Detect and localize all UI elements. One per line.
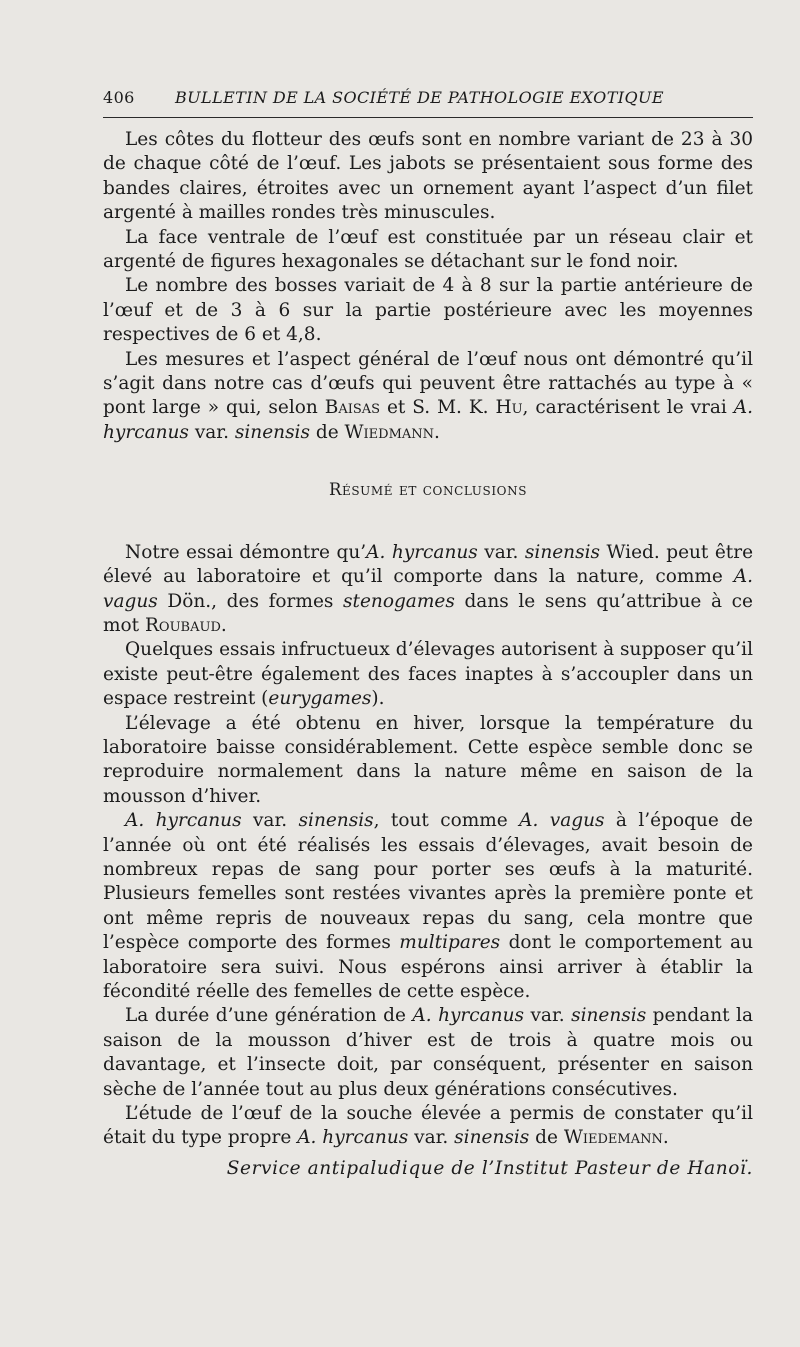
text-run: Dön., des formes bbox=[157, 590, 344, 612]
text-run: . bbox=[434, 421, 440, 443]
paragraph: Le nombre des bosses variait de 4 à 8 sur la partie antérieure de l’œuf et de 3 à 6 sur la partie postérieure avec les moyennes respectives de 6 et 4,8. bbox=[103, 275, 753, 346]
species-name: A. hyrcanus bbox=[366, 541, 478, 563]
text-run: . bbox=[220, 614, 227, 636]
text-run: var. bbox=[524, 1005, 572, 1027]
paragraph bbox=[103, 541, 753, 639]
paragraph bbox=[103, 348, 753, 446]
paragraph bbox=[103, 809, 753, 1004]
text-run: Wied. peut être élevé au laboratoire et qu’il comporte dans la nature, comme bbox=[103, 541, 754, 588]
species-name: A. hyrcanus bbox=[103, 397, 753, 443]
text-run: var. bbox=[477, 541, 525, 563]
paragraph: Les côtes du flotteur des œufs sont en nombre variant de 23 à 30 de chaque côté de l’œuf. Les jabots se présentaient sous forme des bandes claires, étroites avec un ornement ayant l’aspect d’un filet argenté à mailles rondes très minuscules. bbox=[103, 129, 753, 224]
paragraph: La face ventrale de l’œuf est constituée par un réseau clair et argenté de figures hexagonales se détachant sur le fond noir. bbox=[103, 226, 753, 273]
text-run: . bbox=[662, 1127, 669, 1149]
paragraph bbox=[103, 1004, 753, 1102]
text-run: L’étude de l’œuf de la souche élevée a permis de constater qu’il était du type propre bbox=[103, 1103, 753, 1149]
author-name: Hu bbox=[495, 397, 523, 419]
article-body bbox=[103, 128, 753, 1181]
species-name: sinensis bbox=[524, 541, 600, 563]
text-run: de bbox=[529, 1127, 564, 1149]
text-run: , tout comme bbox=[373, 810, 520, 832]
text-run: La durée d’une génération de bbox=[125, 1005, 413, 1027]
text-run: var. bbox=[188, 421, 235, 443]
text-run: Notre essai démontre qu’ bbox=[125, 541, 367, 563]
header-rule bbox=[103, 117, 753, 118]
text-run: Quelques essais infructueux d’élevages autorisent à supposer qu’il existe peut-être également des faces inaptes à s’accoupler dans un espace restreint ( bbox=[103, 639, 753, 710]
text-run: var. bbox=[408, 1127, 455, 1149]
species-name: A. vagus bbox=[519, 810, 605, 832]
author-name: Wiedmann bbox=[344, 421, 435, 443]
author-name: Wiedemann bbox=[563, 1127, 663, 1149]
affiliation-signature: Service antipaludique de l’Institut Pasteur de Hanoï. bbox=[226, 1157, 753, 1179]
text-run: var. bbox=[241, 810, 299, 832]
paragraph bbox=[103, 638, 753, 711]
text-run: ). bbox=[371, 688, 385, 710]
heading-initial: R bbox=[328, 480, 342, 500]
term: stenogames bbox=[343, 590, 455, 612]
author-name: Roubaud bbox=[145, 614, 221, 636]
term: eurygames bbox=[268, 688, 372, 710]
author-name: Baisas bbox=[324, 397, 381, 419]
text-run: pendant la saison de la mousson d’hiver est de trois à quatre mois ou davantage, et l’insecte doit, par conséquent, présenter en saison sèche de l’année tout au plus deux générations consécutives. bbox=[103, 1005, 754, 1100]
species-name: sinensis bbox=[571, 1005, 647, 1027]
text-run: Les mesures et l’aspect général de l’œuf nous ont démontré qu’il s’agit dans notre cas d’œufs qui peuvent être rattachés au type à « pont large » qui, selon bbox=[103, 348, 753, 419]
text-run: , caractérisent le vrai bbox=[522, 397, 734, 419]
text-run: et S. M. K. bbox=[380, 397, 496, 419]
text-run: de bbox=[309, 421, 345, 443]
species-name: sinensis bbox=[234, 421, 310, 443]
page-number: 406 bbox=[103, 88, 135, 107]
species-name: A. vagus bbox=[103, 566, 753, 612]
text-run: dans le sens qu’attribue à ce mot bbox=[103, 590, 753, 636]
heading-rest: ésumé et conclusions bbox=[341, 480, 528, 500]
species-name: A. hyrcanus bbox=[125, 810, 242, 832]
text-run: à l’époque de l’année où ont été réalisés les essais d’élevages, avait besoin de nombreux repas de sang pour porter ses œufs à la maturité. Plusieurs femelles sont restées vivantes après la première ponte et ont même repris de nouveaux repas du sang, cela montre que l’espèce comporte des formes bbox=[103, 810, 753, 954]
species-name: sinensis bbox=[454, 1127, 530, 1149]
term: multipares bbox=[399, 932, 501, 954]
section-heading bbox=[103, 478, 753, 502]
species-name: sinensis bbox=[298, 810, 374, 832]
species-name: A. hyrcanus bbox=[297, 1127, 409, 1149]
species-name: A. hyrcanus bbox=[412, 1005, 524, 1027]
journal-title: BULLETIN DE LA SOCIÉTÉ DE PATHOLOGIE EXOTIQUE bbox=[175, 88, 664, 107]
paragraph bbox=[103, 1102, 753, 1151]
text-run: dont le comportement au laboratoire sera suivi. Nous espérons ainsi arriver à établir la fécondité réelle des femelles de cette espèce. bbox=[103, 932, 753, 1002]
paragraph: L’élevage a été obtenu en hiver, lorsque la température du laboratoire baisse considérablement. Cette espèce semble donc se reproduire normalement dans la nature même en saison de la mousson d’hiver. bbox=[103, 712, 753, 807]
